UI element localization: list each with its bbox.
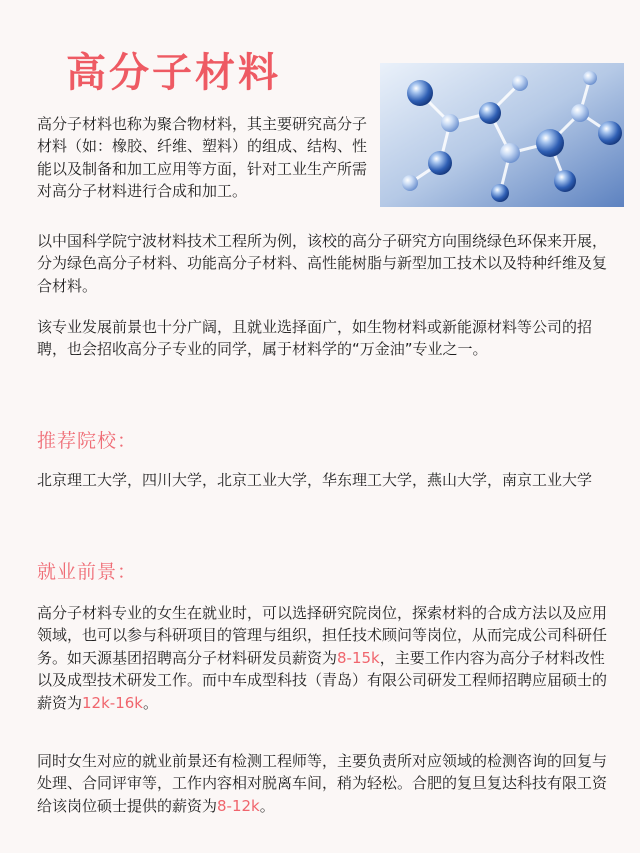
employment-paragraph-1 (37, 602, 609, 714)
example-paragraph: 以中国科学院宁波材料技术工程所为例，该校的高分子研究方向围绕绿色环保来开展，分为绿色高分子材料、功能高分子材料、高性能树脂与新型加工技术以及特种纤维及复合材料。 (37, 232, 608, 295)
molecule-structure-image (380, 63, 624, 207)
employment-heading: 就业前景： (37, 561, 138, 583)
salary-highlight: 8-15k (337, 648, 380, 667)
salary-highlight: 8-12k (217, 796, 260, 815)
employment-text: 。 (142, 693, 158, 712)
employment-text: ，主要工作内容为高分子材料改性以及成型技术研发工作。而中车成型科技（青岛）有限公司研发工程师招聘应届硕士的薪资为 (37, 648, 608, 712)
intro-paragraph: 高分子材料也称为聚合物材料，其主要研究高分子材料（如：橡胶、纤维、塑料）的组成、结构、性能以及制备和加工应用等方面，针对工业生产所需对高分子材料进行合成和加工。 (37, 115, 368, 201)
schools-list: 北京理工大学，四川大学，北京工业大学，华东理工大学，燕山大学，南京工业大学 (37, 471, 593, 489)
employment-text: 同时女生对应的就业前景还有检测工程师等，主要负责所对应领域的检测咨询的回复与处理、合同评审等，工作内容相对脱离车间，稍为轻松。合肥的复旦复达科技有限工资给该岗位硕士提供的薪资为 (37, 752, 608, 815)
employment-text: 高分子材料专业的女生在就业时，可以选择研究院岗位，探索材料的合成方法以及应用领域，也可以参与科研项目的管理与组织，担任技术顾问等岗位，从而完成公司科研任务。如天源基团招聘高分子材料研发员薪资为 (37, 604, 608, 667)
employment-paragraph-2 (37, 750, 609, 817)
prospect-paragraph: 该专业发展前景也十分广阔，且就业选择面广，如生物材料或新能源材料等公司的招聘，也会招收高分子专业的同学，属于材料学的“万金油”专业之一。 (37, 318, 593, 359)
molecule-illustration (380, 63, 624, 207)
page-title: 高分子材料 (66, 50, 281, 96)
schools-heading: 推荐院校： (37, 430, 138, 452)
salary-highlight: 12k-16k (82, 693, 143, 712)
employment-text: 。 (259, 796, 275, 815)
